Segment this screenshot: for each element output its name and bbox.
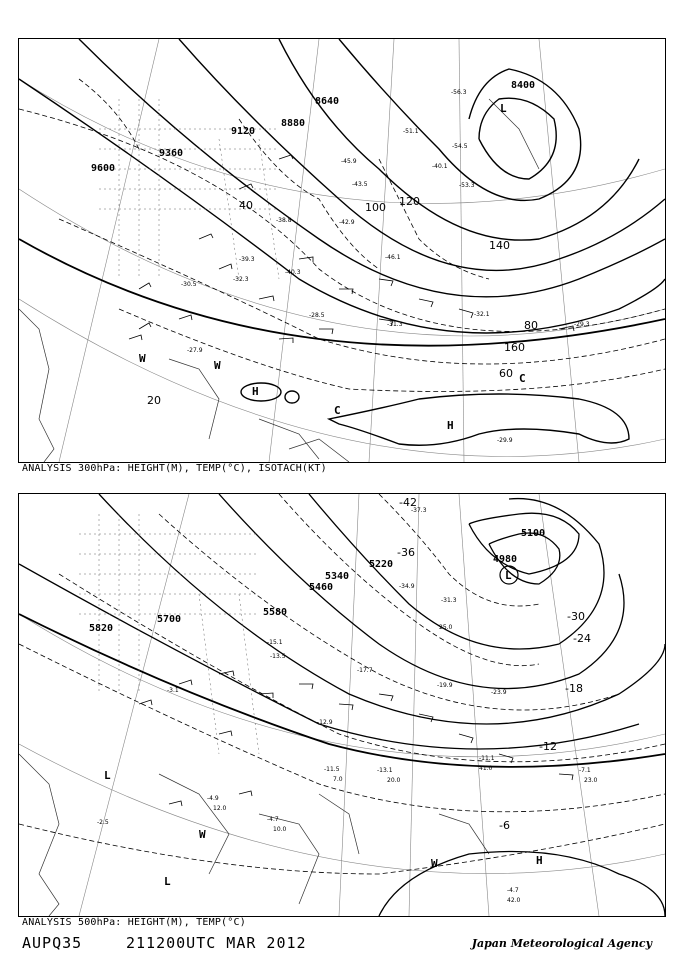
station-label: -12.9 — [317, 719, 333, 726]
warm-marker: W — [431, 857, 438, 870]
temp-label: -29.9 — [497, 437, 513, 444]
pressure-center-group — [139, 102, 526, 432]
cold-marker: C — [519, 372, 526, 385]
temp-label: -46.1 — [385, 254, 401, 261]
chart-id: AUPQ35 — [22, 934, 83, 952]
temp-label: -32.3 — [233, 276, 249, 283]
isotherm-label-group — [397, 496, 591, 832]
warm-marker: W — [139, 352, 146, 365]
map-panel-300hpa — [18, 38, 666, 463]
station-label: -11.1 — [479, 755, 495, 762]
isotach-label: 80 — [524, 319, 538, 332]
isotherm-label: -6 — [499, 819, 510, 832]
station-label: -15.1 — [267, 639, 283, 646]
temp-label: -54.5 — [452, 143, 468, 150]
low-pressure-marker: L — [500, 102, 507, 115]
station-label: 23.0 — [584, 777, 598, 784]
station-label: -11.5 — [324, 766, 340, 773]
height-label: 5220 — [369, 559, 394, 570]
warm-marker: W — [199, 828, 206, 841]
height-label: 5100 — [521, 528, 546, 539]
cold-marker: C — [334, 404, 341, 417]
temp-label: -56.3 — [451, 89, 467, 96]
station-label: 25.0 — [439, 624, 453, 631]
low-pressure-marker: L — [505, 569, 512, 582]
station-label: -23.9 — [491, 689, 507, 696]
graticule — [19, 39, 665, 462]
height-label: 8640 — [315, 96, 340, 107]
isotherm-label: -24 — [573, 632, 591, 645]
height-label: 5700 — [157, 614, 182, 625]
station-label: -31.3 — [441, 597, 457, 604]
height-label: 5820 — [89, 623, 114, 634]
station-label: -2.5 — [97, 819, 109, 826]
isotherm-label: -12 — [539, 740, 557, 753]
temp-label: -39.3 — [239, 256, 255, 263]
temp-grid — [79, 514, 259, 754]
station-label: -4.9 — [207, 795, 219, 802]
isotach-label: 120 — [399, 195, 420, 208]
map-300hpa-svg — [19, 39, 665, 462]
height-label: 8400 — [511, 80, 536, 91]
isotach-label: 100 — [365, 201, 386, 214]
temp-label: -28.5 — [309, 312, 325, 319]
station-label: 7.0 — [333, 776, 343, 783]
station-label: -3.1 — [167, 687, 179, 694]
height-label: 5580 — [263, 607, 288, 618]
agency-name: Japan Meteorological Agency — [471, 937, 652, 950]
station-label: -19.9 — [437, 682, 453, 689]
station-label: -17.7 — [357, 667, 373, 674]
height-label-group — [91, 80, 535, 174]
station-label: -34.9 — [399, 583, 415, 590]
low-pressure-marker: L — [164, 875, 171, 888]
height-contours — [19, 39, 665, 445]
temp-label: -53.3 — [459, 182, 475, 189]
map-500hpa-svg — [19, 494, 665, 916]
station-label: 42.0 — [507, 897, 521, 904]
low-pressure-marker: L — [104, 769, 111, 782]
isotherm-label: -36 — [397, 546, 415, 559]
temp-label: -31.3 — [387, 321, 403, 328]
isotach-label: 20 — [147, 394, 161, 407]
temp-label: -51.1 — [403, 128, 419, 135]
isotherm-label: -30 — [567, 610, 585, 623]
valid-time: 211200UTC MAR 2012 — [126, 934, 307, 952]
temp-label: -43.5 — [352, 181, 368, 188]
isotach-label: 40 — [239, 199, 253, 212]
temp-label: -30.5 — [181, 281, 197, 288]
height-label: 4980 — [493, 554, 518, 565]
station-label: 10.0 — [273, 826, 287, 833]
temp-label: -42.9 — [339, 219, 355, 226]
station-label: -13.5 — [270, 653, 286, 660]
station-label: -4.7 — [267, 816, 279, 823]
temp-label: -38.8 — [276, 217, 292, 224]
isotach-label: 140 — [489, 239, 510, 252]
temp-label: -40.1 — [432, 163, 448, 170]
isotherm-label: -18 — [565, 682, 583, 695]
high-pressure-marker: H — [536, 854, 543, 867]
height-label: 9360 — [159, 148, 184, 159]
temp-label: -32.1 — [474, 311, 490, 318]
height-label: 9120 — [231, 126, 256, 137]
height-label: 8880 — [281, 118, 306, 129]
coastline — [19, 99, 539, 462]
station-label: 20.0 — [387, 777, 401, 784]
station-label: -4.7 — [507, 887, 519, 894]
panel-caption-500hpa: ANALYSIS 500hPa: HEIGHT(M), TEMP(°C) — [22, 917, 246, 928]
map-panel-500hpa — [18, 493, 666, 917]
temp-label: -29.3 — [574, 321, 590, 328]
temp-label: -40.3 — [285, 269, 301, 276]
isotach-label: 60 — [499, 367, 513, 380]
height-label: 5460 — [309, 582, 334, 593]
isotach-label: 160 — [504, 341, 525, 354]
isotherm-label: -42 — [399, 496, 417, 509]
panel-caption-300hpa: ANALYSIS 300hPa: HEIGHT(M), TEMP(°C), ISOTACH(KT) — [22, 463, 327, 474]
station-label: -37.3 — [411, 507, 427, 514]
station-label: 12.0 — [213, 805, 227, 812]
temp-label: -27.9 — [187, 347, 203, 354]
temp-label: -45.9 — [341, 158, 357, 165]
station-label: -13.1 — [377, 767, 393, 774]
station-label: 41.0 — [479, 765, 493, 772]
warm-marker: W — [214, 359, 221, 372]
height-label-group — [89, 528, 545, 634]
high-pressure-marker: H — [252, 385, 259, 398]
height-label: 9600 — [91, 163, 116, 174]
high-pressure-marker: H — [447, 419, 454, 432]
coastline — [19, 754, 489, 916]
station-label: -7.1 — [579, 767, 591, 774]
wind-barbs — [139, 671, 573, 806]
height-label: 5340 — [325, 571, 350, 582]
